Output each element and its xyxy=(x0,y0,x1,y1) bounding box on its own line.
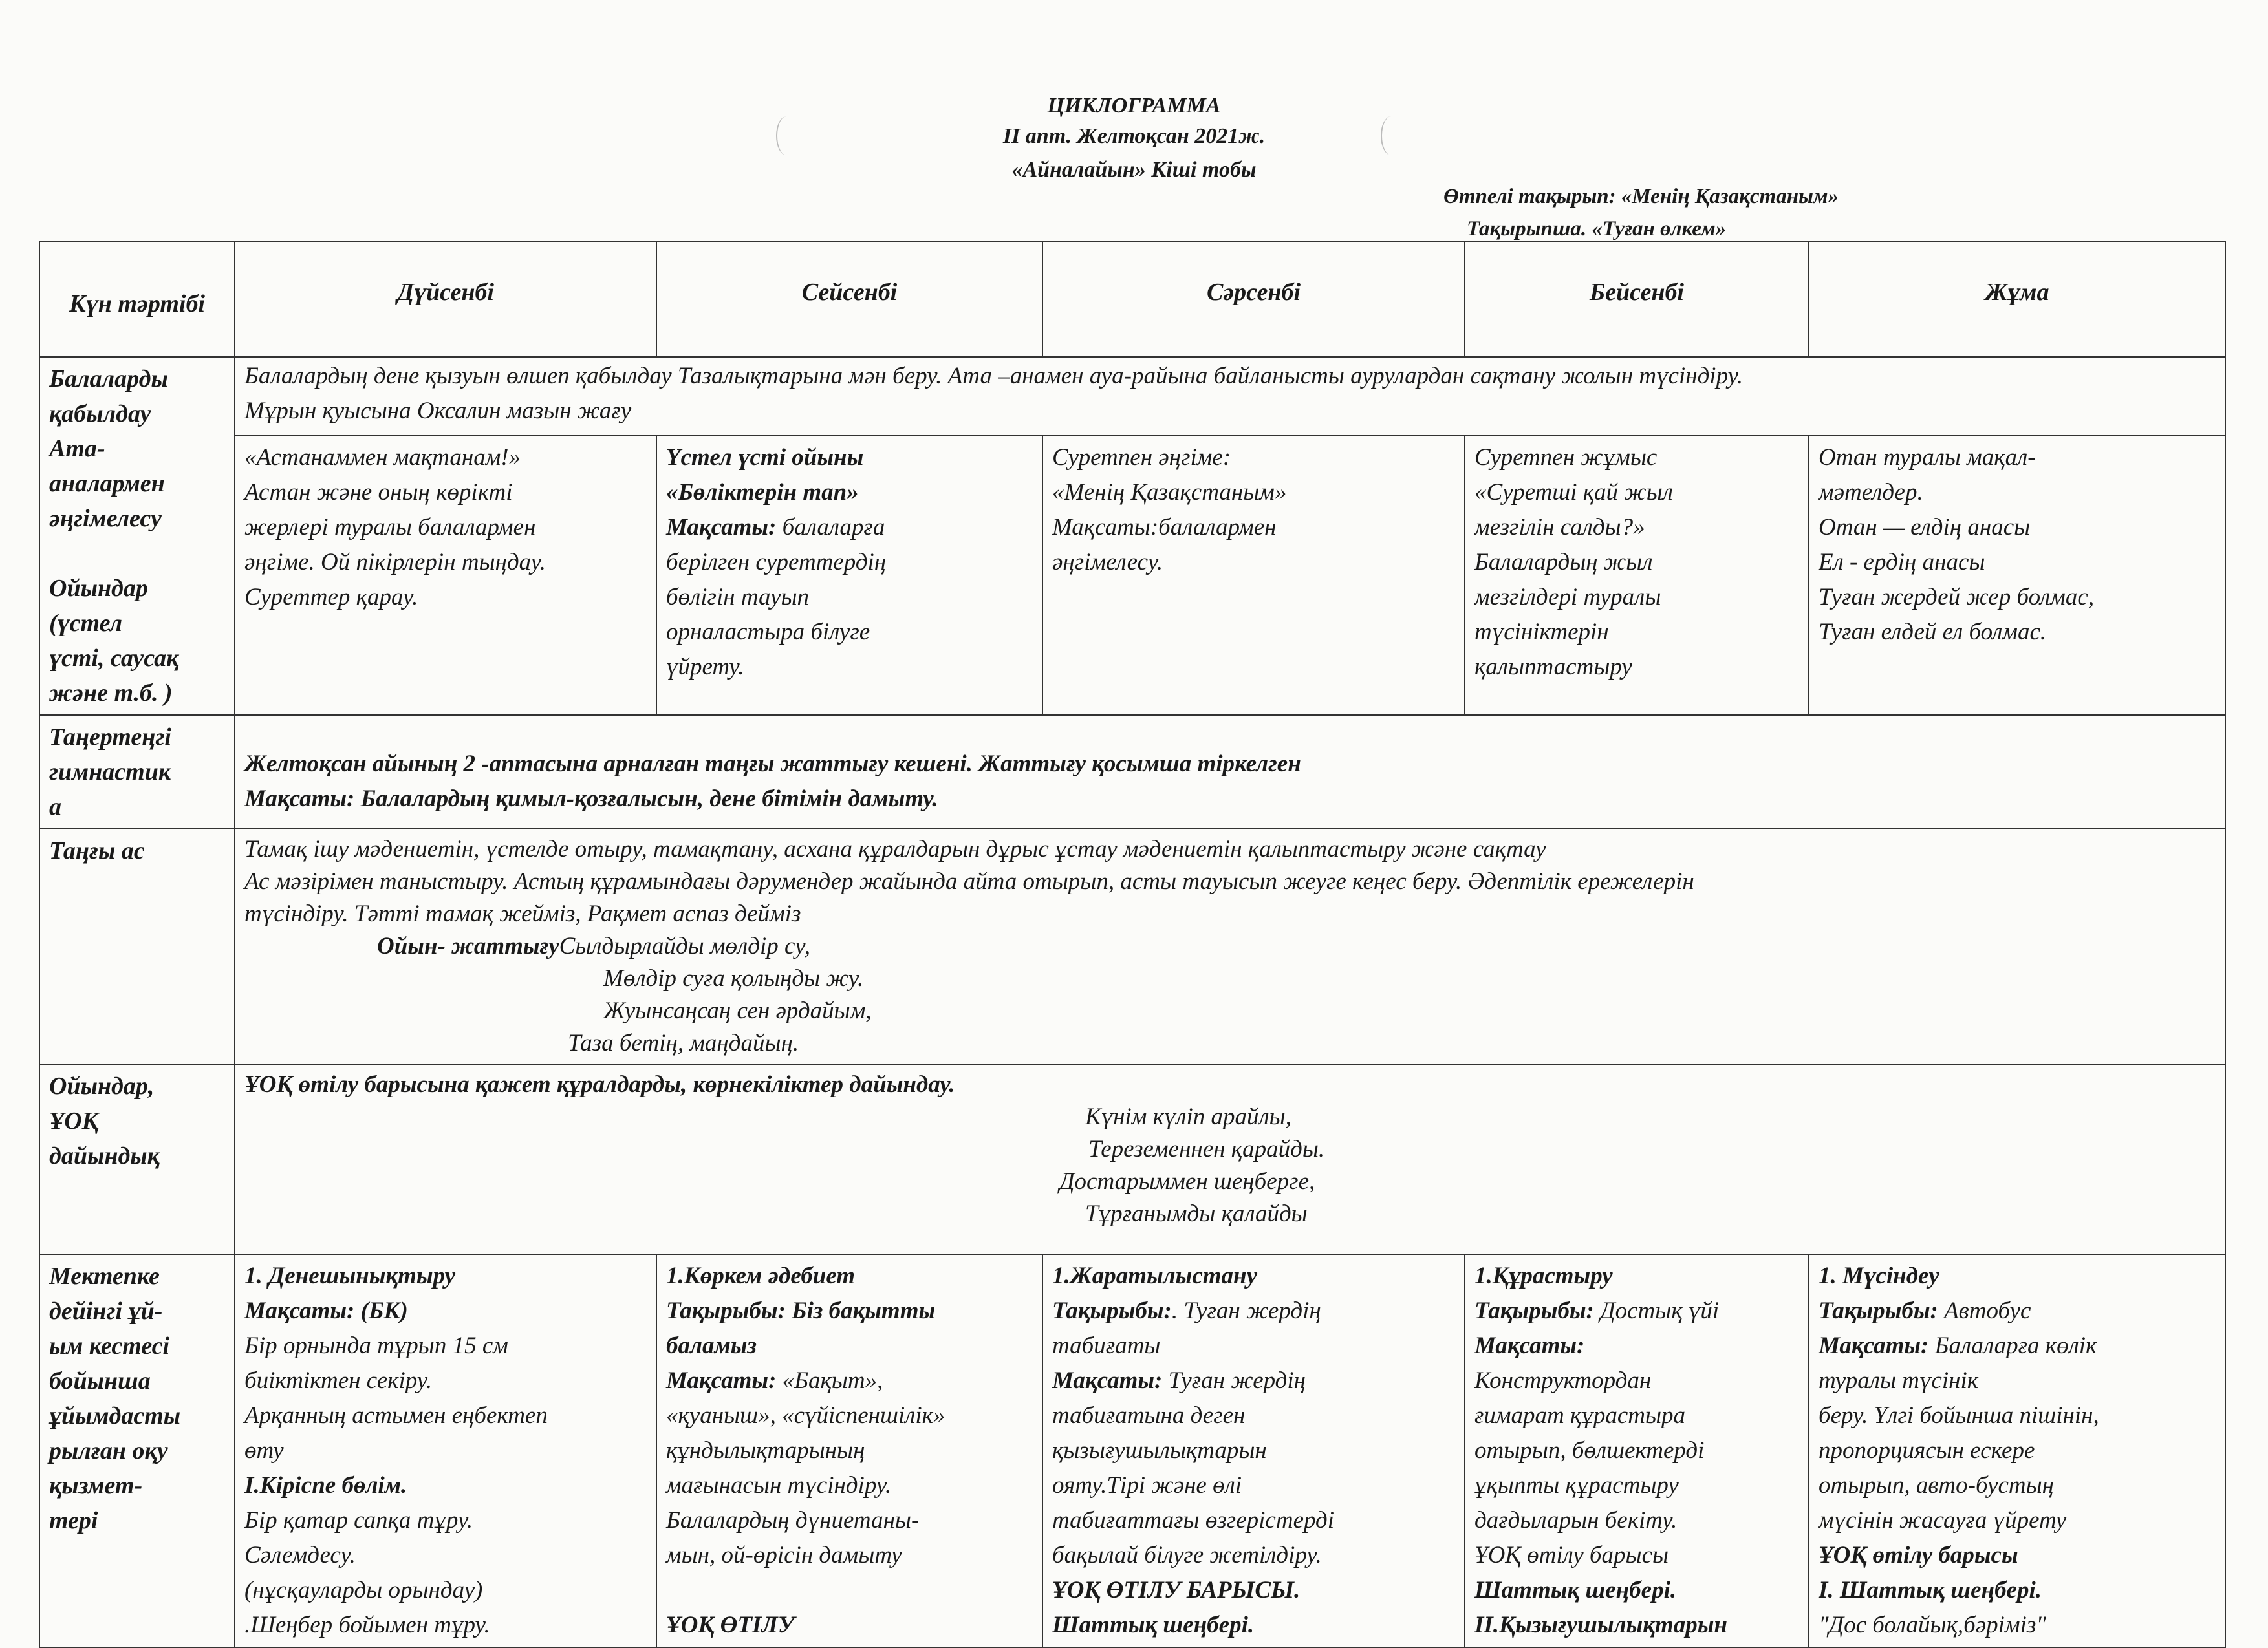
cyclogram-table xyxy=(39,241,2226,1648)
wednesday-activity: 1.Жаратылыстану Тақырыбы:. Туған жердің табиғаты Мақсаты: Туған жердің табиғатына деген қызығушылықтарын ояту.Тірі және өлі табиғаттағы өзгерістерді бақылай білуге жетілдіру. ҰОҚ ӨТІЛУ БАРЫСЫ. Шаттық шеңбері. xyxy=(1042,1254,1465,1647)
transitional-theme: Өтпелі тақырып: «Менің Қазақстаным» xyxy=(1443,185,1839,208)
games-preparation-row xyxy=(39,1064,2225,1254)
subtheme: Тақырыпша. «Туған өлкем» xyxy=(1467,217,1727,241)
morning-exercise-content: Желтоқсан айының 2 -аптасына арналған таңғы жаттығу кешені. Жаттығу қосымша тіркелген Мақсаты: Балалардың қимыл-қозғалысын, дене бітімін дамыту. xyxy=(235,715,2225,829)
reception-row xyxy=(39,357,2225,436)
morning-exercise-label: Таңертеңгі гимнастик а xyxy=(39,715,235,829)
games-preparation-label: Ойындар, ҰОҚ дайындық xyxy=(39,1064,235,1254)
group-line: «Айналайын» Кіші тобы xyxy=(1011,158,1257,182)
tuesday-activity: 1.Көркем әдебиет Тақырыбы: Біз бақытты баламыз Мақсаты: «Бақыт», «қуаныш», «сүйіспеншілік» құндылықтарының мағынасын түсіндіру. Балалардың дүниетаны- мын, ой-өрісін дамыту ҰОҚ ӨТІЛУ xyxy=(656,1254,1042,1647)
bracket-mark xyxy=(1381,116,1401,155)
monday-games: «Астанаммен мақтанам!» Астан және оның көрікті жерлері туралы балалармен әңгіме. Ой пікірлерін тыңдау. Суреттер қарау. xyxy=(235,436,656,715)
games-row xyxy=(39,436,2225,715)
friday-games: Отан туралы мақал- мәтелдер. Отан — елдің анасы Ел - ердің анасы Туған жердей жер болмас, Туған елдей ел болмас. xyxy=(1809,436,2225,715)
thursday-games: Суретпен жұмыс «Суретші қай жыл мезгілін салды?» Балалардың жыл мезгілдері туралы түсініктерін қалыптастыру xyxy=(1465,436,1809,715)
breakfast-row xyxy=(39,829,2225,1064)
morning-exercise-row xyxy=(39,715,2225,829)
games-preparation-content: ҰОҚ өтілу барысына қажет құралдарды, көрнекіліктер дайындау. Күнім күліп арайлы, Тереземеннен қарайды. Достарыммен шеңберге, Тұрғанымды қалайды xyxy=(235,1064,2225,1254)
reception-common-text: Балалардың дене қызуын өлшеп қабылдау Тазалықтарына мән беру. Ата –анамен ауа-райына байланысты аурулардан сақтану жолын түсіндіру. Мұрын қуысына Оксалин мазын жағу xyxy=(235,357,2225,436)
days-header-row xyxy=(39,242,2225,357)
monday-activity: 1. Денешынықтыру Мақсаты: (БК) Бір орнында тұрып 15 см биіктіктен секіру. Арқанның астымен еңбектеп өту І.Кіріспе бөлім. Бір қатар сапқа тұру. Сәлемдесу. (нұсқауларды орындау) .Шеңбер бойымен тұру. xyxy=(235,1254,656,1647)
friday-activity: 1. Мүсіндеу Тақырыбы: Автобус Мақсаты: Балаларға көлік туралы түсінік беру. Үлгі бойынша пішінін, пропорциясын ескере отырып, авто-бустың мүсінін жасауға үйрету ҰОҚ өтілу барысы І. Шаттық шеңбері. "Дос болайық,бәріміз" xyxy=(1809,1254,2225,1647)
breakfast-content: Тамақ ішу мәдениетін, үстелде отыру, тамақтану, асхана құралдарын дұрыс ұстау мәдениетін қалыптастыру және сақтау Ас мәзірімен таныстыру. Астың құрамындағы дәрумендер жайында айта отырып, асты тауысып жеуге кеңес беру. Әдептілік ережелерін түсіндіру. Тәтті тамақ жеймiз, Рақмет аспаз деймiз Ойын- жаттығуСылдырлайды мөлдір су, Мөлдір суға қолыңды жу. Жуынсаңсаң сен әрдайым, Таза бетің, маңдайың. xyxy=(235,829,2225,1064)
schedule-header-cell: Күн тәртібі xyxy=(39,242,235,357)
wednesday-games: Суретпен әңгіме: «Менің Қазақстаным» Мақсаты:балалармен әңгімелесу. xyxy=(1042,436,1465,715)
document-title: ЦИКЛОГРАММА xyxy=(1047,94,1221,118)
week-line: ІІ апт. Желтоқсан 2021ж. xyxy=(1002,124,1266,148)
day-monday: Дүйсенбі xyxy=(235,242,656,357)
day-friday: Жұма xyxy=(1809,242,2225,357)
organized-activities-label: Мектепке дейінгі ұй- ым кестесі бойынша ұйымдасты рылған оқу қызмет- тері xyxy=(39,1254,235,1647)
tuesday-games: Үстел үсті ойыны «Бөліктерін тап» Мақсаты: балаларға берілген суреттердің бөлігін тауып орналастыра білуге үйрету. xyxy=(656,436,1042,715)
breakfast-label: Таңғы ас xyxy=(39,829,235,1064)
reception-label: Балаларды қабылдау Ата- аналармен әңгімелесу Ойындар (үстел үсті, саусақ және т.б. ) xyxy=(39,357,235,715)
organized-activities-row xyxy=(39,1254,2225,1647)
thursday-activity: 1.Құрастыру Тақырыбы: Достық үйі Мақсаты: Конструктордан ғимарат құрастыра отырып, бөлшектерді ұқыпты құрастыру дағдыларын бекіту. ҰОҚ өтілу барысы Шаттық шеңбері. ІІ.Қызығушылықтарын xyxy=(1465,1254,1809,1647)
day-tuesday: Сейсенбі xyxy=(656,242,1042,357)
day-wednesday: Сәрсенбі xyxy=(1042,242,1465,357)
day-thursday: Бейсенбі xyxy=(1465,242,1809,357)
bracket-mark xyxy=(776,116,797,155)
